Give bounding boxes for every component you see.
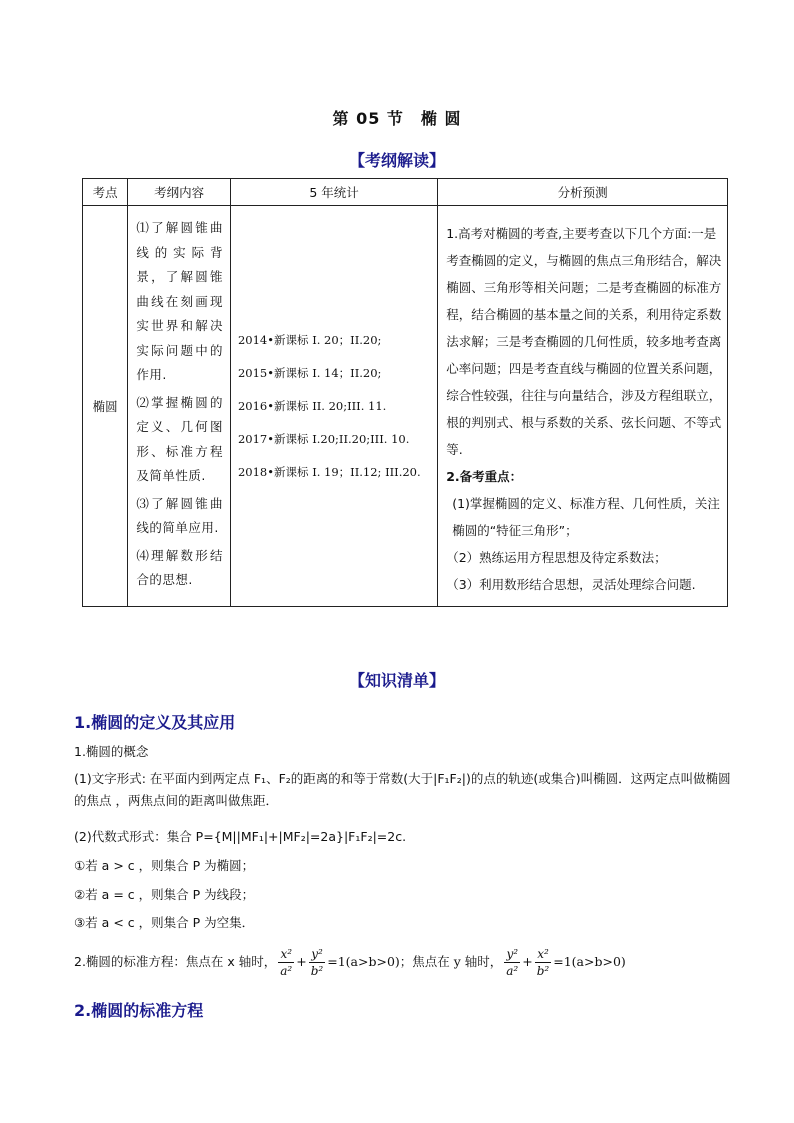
std-prefix: 2.椭圆的标准方程：焦点在 x 轴时， (74, 954, 277, 969)
content-item: ⑴了解圆锥曲线的实际背景，了解圆锥曲线在刻画现实世界和解决实际问题中的作用. (136, 220, 223, 383)
table-header-row (83, 179, 728, 206)
content-item: ⑶了解圆锥曲线的简单应用. (136, 495, 223, 536)
stats-item: 2017•新课标 I.20;II.20;III. 10. (237, 431, 410, 446)
analysis-cell (438, 206, 728, 607)
plus-sign: + (296, 954, 307, 969)
analysis-point: （2）熟练运用方程思想及待定系数法； (446, 550, 667, 565)
stats-cell (230, 206, 437, 607)
analysis-subtitle: 2.备考重点： (446, 469, 523, 484)
header-analysis: 分析预测 (438, 179, 728, 206)
case-ellipse: ①若 a > c ，则集合 P 为椭圆； (74, 858, 255, 873)
knowledge-banner: 【知识清单】 (348, 671, 445, 690)
outline-banner: 【考纲解读】 (348, 151, 445, 170)
header-content: 考纲内容 (128, 179, 231, 206)
plus-sign: + (522, 954, 533, 969)
analysis-paragraph: 1.高考对椭圆的考查,主要考查以下几个方面:一是考查椭圆的定义，与椭圆的焦点三角形结合，解决椭圆、三角形等相关问题；二是考查椭圆的标准方程，结合椭圆的基本量之间的关系，利用待定系数法求解；三是考查椭圆的几何性质，较多地考查离心率问题；四是考查直线与椭圆的位置关系问题，综合性较强，往往与向量结合，涉及方程组联立，根的判别式、根与系数的关系、弦长问题、不等式等. (446, 226, 722, 457)
stats-item: 2015•新课标 I. 14；II.20; (237, 365, 382, 380)
fraction-x2-b2 (535, 946, 552, 979)
stats-item: 2016•新课标 II. 20;III. 11. (237, 398, 387, 413)
case-segment: ②若 a = c ，则集合 P 为线段； (74, 887, 255, 902)
eq1-tail: =1(a>b>0)；焦点在 y 轴时， (327, 954, 503, 969)
analysis-point: （3）利用数形结合思想，灵活处理综合问题. (446, 577, 696, 592)
content-item: ⑷理解数形结合的思想. (136, 547, 223, 588)
eq2-tail: =1(a>b>0) (553, 954, 626, 969)
page-title: 第 05 节 椭 圆 (332, 109, 462, 128)
stats-item: 2014•新课标 I. 20；II.20; (237, 332, 382, 347)
frac-den: a² (280, 963, 293, 978)
definition-text: (1)文字形式: 在平面内到两定点 F₁、F₂的距离的和等于常数(大于|F₁F₂|)的点的轨迹(或集合)叫椭圆．这两定点叫做椭圆的焦点 ，两焦点间的距离叫做焦距． (74, 771, 731, 808)
standard-equation (74, 942, 734, 982)
topic-cell: 椭圆 (83, 206, 128, 607)
section-heading: 1.椭圆的定义及其应用 (74, 713, 236, 732)
frac-num: x² (537, 946, 549, 961)
frac-den: b² (310, 963, 324, 978)
section-heading: 2.椭圆的标准方程 (74, 1001, 204, 1020)
frac-num: x² (280, 946, 293, 961)
table-row (83, 206, 728, 607)
fraction-x2-a2 (278, 946, 294, 979)
frac-den: a² (506, 963, 519, 978)
frac-num: y² (311, 946, 323, 961)
fraction-y2-a2 (504, 946, 520, 979)
concept-title: 1.椭圆的概念 (74, 744, 149, 759)
header-topic: 考点 (83, 179, 128, 206)
stats-item: 2018•新课标 I. 19；II.12; III.20. (237, 464, 421, 479)
case-empty: ③若 a < c ，则集合 P 为空集． (74, 915, 255, 930)
frac-den: b² (536, 963, 550, 978)
content-item: ⑵掌握椭圆的定义、几何图形、标准方程及简单性质. (136, 394, 223, 484)
fraction-y2-b2 (309, 946, 326, 979)
content-cell (128, 206, 231, 607)
frac-num: y² (506, 946, 519, 961)
outline-table (82, 178, 728, 607)
analysis-point: (1)掌握椭圆的定义、标准方程、几何性质，关注椭圆的“特征三角形”； (452, 496, 720, 538)
header-stats: 5 年统计 (230, 179, 437, 206)
algebraic-definition: (2)代数式形式：集合 P={M||MF₁|+|MF₂|=2a}|F₁F₂|=2c. (74, 829, 407, 844)
